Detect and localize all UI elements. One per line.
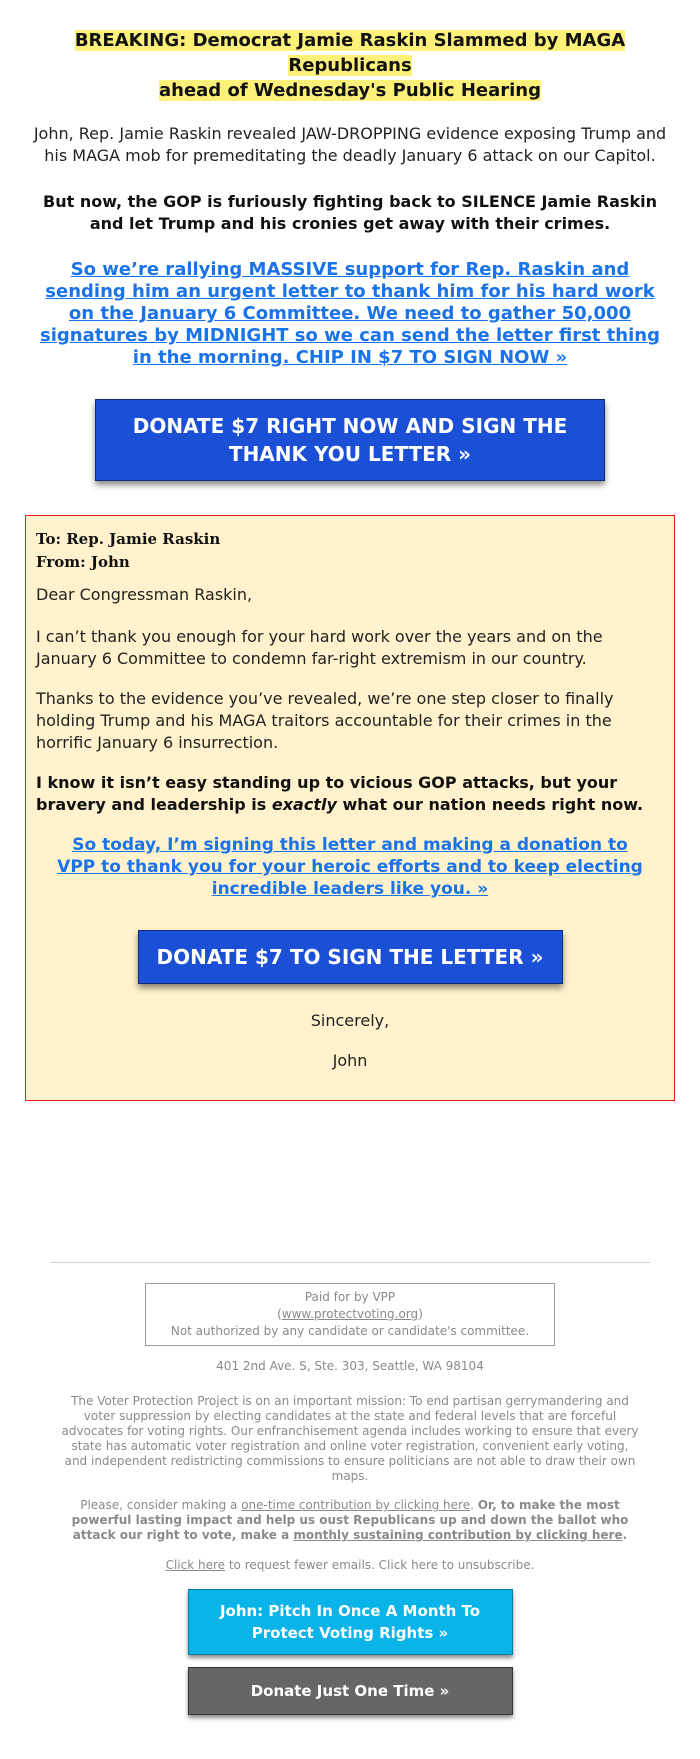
- letter-salutation: Dear Congressman Raskin,: [36, 585, 253, 604]
- one-time-donate-button[interactable]: Donate Just One Time »: [188, 1667, 513, 1715]
- unsubscribe-text: to request fewer emails. Click here to unsubscribe.: [225, 1558, 535, 1572]
- sign-letter-link[interactable]: So today, I’m signing this letter and making a donation to VPP to thank you for your heroic efforts and to keep electing incredible leaders like you. »: [57, 835, 643, 899]
- thank-you-letter: [25, 515, 675, 1101]
- paid-for-url-line: [151, 1306, 549, 1323]
- donate-sign-button[interactable]: DONATE $7 RIGHT NOW AND SIGN THE THANK YOU LETTER »: [95, 399, 605, 481]
- one-time-contribution-link[interactable]: one-time contribution by clicking here: [241, 1498, 471, 1512]
- mission-statement: The Voter Protection Project is on an important mission: To end partisan gerrymandering and voter suppression by electing candidates at the state and federal levels that are forceful advocates for voting rights. Our enfranchisement agenda includes working to ensure that every state has automatic voter registration and online voter registration, convenient early voting, and independent redistricting commissions to ensure politicians are not able to draw their own maps.: [61, 1394, 639, 1483]
- donate-sign-letter-button[interactable]: DONATE $7 TO SIGN THE LETTER »: [138, 930, 563, 984]
- consider-end: .: [622, 1528, 628, 1542]
- letter-from: From: John: [36, 553, 130, 571]
- letter-signature: John: [332, 1051, 368, 1070]
- fewer-emails-link[interactable]: Click here: [165, 1558, 226, 1572]
- bold-paragraph: But now, the GOP is furiously fighting back to SILENCE Jamie Raskin and let Trump and his cronies get away with their crimes.: [43, 192, 657, 233]
- contribution-text: [60, 1498, 640, 1543]
- headline-line-1: BREAKING: Democrat Jamie Raskin Slammed by MAGA Republicans: [74, 30, 626, 76]
- letter-paragraph-1: I can’t thank you enough for your hard work over the years and on the January 6 Committee to condemn far-right extremism in our country.: [36, 627, 603, 668]
- letter-closing: Sincerely,: [310, 1011, 390, 1030]
- monthly-contribution-link[interactable]: monthly sustaining contribution by clicking here: [293, 1528, 623, 1542]
- consider-bold-span: Or, to make the most powerful lasting impact and help us oust Republicans up and down the ballot who attack our right to vote, make a: [71, 1498, 629, 1542]
- email-body: [30, 0, 670, 481]
- headline: [30, 28, 670, 103]
- letter-paragraph-2: Thanks to the evidence you’ve revealed, we’re one step closer to finally holding Trump and his MAGA traitors accountable for their crimes in the horrific January 6 insurrection.: [36, 689, 614, 752]
- footer-divider: [50, 1262, 650, 1263]
- url-open-paren: (: [277, 1307, 282, 1321]
- paid-for-box: [145, 1283, 555, 1346]
- rally-link[interactable]: So we’re rallying MASSIVE support for Rep. Raskin and sending him an urgent letter to thank him for his hard work on the January 6 Committee. We need to gather 50,000 signatures by MIDNIGHT so we can send the letter first thing in the morning. CHIP IN $7 TO SIGN NOW »: [40, 259, 660, 368]
- monthly-donate-button[interactable]: John: Pitch In Once A Month To Protect Voting Rights »: [188, 1589, 513, 1655]
- unsubscribe-line: [0, 1557, 700, 1573]
- footer: [0, 1262, 700, 1715]
- url-close-paren: ): [418, 1307, 423, 1321]
- consider-text-2: .: [470, 1498, 478, 1512]
- letter-to: To: Rep. Jamie Raskin: [36, 530, 221, 548]
- letter-p3-start: I know it isn’t easy standing up to vicious GOP attacks, but your bravery and leadership is: [36, 773, 618, 814]
- protectvoting-link[interactable]: www.protectvoting.org: [281, 1307, 419, 1321]
- headline-line-2: ahead of Wednesday's Public Hearing: [158, 80, 541, 101]
- letter-p3-emphasis: exactly: [271, 795, 337, 814]
- letter-paragraph-3: [36, 772, 664, 816]
- consider-text-1: Please, consider making a: [80, 1498, 242, 1512]
- paid-for-text: Paid for by VPP: [304, 1290, 396, 1304]
- not-authorized-text: Not authorized by any candidate or candidate's committee.: [170, 1324, 530, 1338]
- letter-p3-end: what our nation needs right now.: [336, 795, 644, 814]
- intro-paragraph: John, Rep. Jamie Raskin revealed JAW-DROPPING evidence exposing Trump and his MAGA mob for premeditating the deadly January 6 attack on our Capitol.: [33, 124, 667, 165]
- mailing-address: 401 2nd Ave. S, Ste. 303, Seattle, WA 98104: [216, 1359, 484, 1373]
